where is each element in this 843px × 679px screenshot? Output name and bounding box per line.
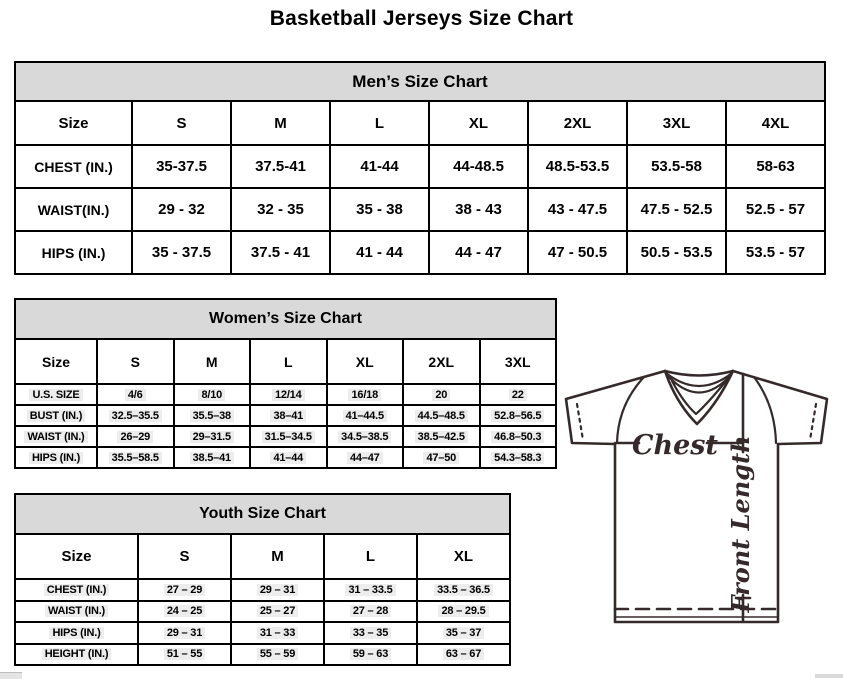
mens-col-2xl: 2XL xyxy=(528,101,627,145)
front-length-label: Front Length xyxy=(726,435,755,613)
size-value-cell: 29–31.5 xyxy=(174,426,251,447)
size-value-cell: 29 – 31 xyxy=(231,579,324,601)
scrollbar-fragment-left xyxy=(0,672,22,679)
mens-header-row xyxy=(15,101,825,145)
mens-col-s: S xyxy=(132,101,231,145)
row-label: WAIST(IN.) xyxy=(15,188,132,231)
womens-col-m: M xyxy=(174,339,251,384)
size-value-cell: 38.5–41 xyxy=(174,447,251,468)
size-value-cell: 28 – 29.5 xyxy=(417,601,510,623)
size-value-cell: 48.5-53.5 xyxy=(528,145,627,188)
size-value-cell: 35-37.5 xyxy=(132,145,231,188)
womens-header-row xyxy=(15,339,556,384)
size-value-cell: 53.5-58 xyxy=(627,145,726,188)
womens-size-table xyxy=(14,298,557,469)
row-label: CHEST (IN.) xyxy=(15,579,138,601)
page-title: Basketball Jerseys Size Chart xyxy=(269,7,574,30)
size-value-cell: 27 – 28 xyxy=(324,601,417,623)
row-label: WAIST (IN.) xyxy=(15,426,97,447)
size-value-cell: 29 – 31 xyxy=(138,622,231,644)
size-value-cell: 32 - 35 xyxy=(231,188,330,231)
size-value-cell: 31 – 33 xyxy=(231,622,324,644)
youth-col-size: Size xyxy=(15,534,138,579)
size-value-cell: 32.5–35.5 xyxy=(97,405,174,426)
chest-label: Chest xyxy=(632,430,718,461)
womens-col-size: Size xyxy=(15,339,97,384)
size-value-cell: 38.5–42.5 xyxy=(403,426,480,447)
size-value-cell: 34.5–38.5 xyxy=(327,426,404,447)
size-value-cell: 8/10 xyxy=(174,384,251,405)
size-value-cell: 46.8–50.3 xyxy=(480,426,557,447)
size-value-cell: 44-48.5 xyxy=(429,145,528,188)
size-value-cell: 35 - 37.5 xyxy=(132,231,231,274)
size-value-cell: 44–47 xyxy=(327,447,404,468)
size-value-cell: 38–41 xyxy=(250,405,327,426)
size-value-cell: 35 - 38 xyxy=(330,188,429,231)
size-value-cell: 12/14 xyxy=(250,384,327,405)
size-value-cell: 58-63 xyxy=(726,145,825,188)
size-value-cell: 22 xyxy=(480,384,557,405)
cuff-dash-left xyxy=(577,404,583,440)
size-value-cell: 35 – 37 xyxy=(417,622,510,644)
size-value-cell: 33.5 – 36.5 xyxy=(417,579,510,601)
youth-col-s: S xyxy=(138,534,231,579)
size-value-cell: 31.5–34.5 xyxy=(250,426,327,447)
size-value-cell: 51 – 55 xyxy=(138,644,231,666)
mens-col-m: M xyxy=(231,101,330,145)
size-value-cell: 4/6 xyxy=(97,384,174,405)
youth-size-table xyxy=(14,493,511,666)
size-value-cell: 41-44 xyxy=(330,145,429,188)
size-value-cell: 44 - 47 xyxy=(429,231,528,274)
womens-table-caption: Women’s Size Chart xyxy=(15,299,556,339)
size-value-cell: 25 – 27 xyxy=(231,601,324,623)
mens-col-xl: XL xyxy=(429,101,528,145)
size-value-cell: 37.5-41 xyxy=(231,145,330,188)
row-label: HIPS (IN.) xyxy=(15,231,132,274)
size-value-cell: 31 – 33.5 xyxy=(324,579,417,601)
size-value-cell: 33 – 35 xyxy=(324,622,417,644)
youth-header-row xyxy=(15,534,510,579)
size-value-cell: 27 – 29 xyxy=(138,579,231,601)
row-label: HIPS (IN.) xyxy=(15,447,97,468)
youth-col-m: M xyxy=(231,534,324,579)
size-value-cell: 37.5 - 41 xyxy=(231,231,330,274)
size-value-cell: 50.5 - 53.5 xyxy=(627,231,726,274)
womens-col-l: L xyxy=(250,339,327,384)
mens-size-table xyxy=(14,61,826,275)
size-value-cell: 44.5–48.5 xyxy=(403,405,480,426)
womens-col-3xl: 3XL xyxy=(480,339,557,384)
womens-hips-row xyxy=(15,447,556,468)
size-value-cell: 41–44.5 xyxy=(327,405,404,426)
womens-col-xl: XL xyxy=(327,339,404,384)
size-value-cell: 16/18 xyxy=(327,384,404,405)
mens-col-l: L xyxy=(330,101,429,145)
mens-chest-row xyxy=(15,145,825,188)
womens-bust-row xyxy=(15,405,556,426)
womens-us-size-row xyxy=(15,384,556,405)
size-value-cell: 20 xyxy=(403,384,480,405)
row-label: WAIST (IN.) xyxy=(15,601,138,623)
mens-waist-row xyxy=(15,188,825,231)
scrollbar-fragment-right xyxy=(815,674,843,678)
size-value-cell: 35.5–58.5 xyxy=(97,447,174,468)
size-value-cell: 38 - 43 xyxy=(429,188,528,231)
armhole-seam-right xyxy=(754,377,776,443)
size-value-cell: 29 - 32 xyxy=(132,188,231,231)
cuff-dash-right xyxy=(810,404,816,440)
youth-waist-row xyxy=(15,601,510,623)
jersey-measurement-diagram xyxy=(555,355,843,645)
mens-col-4xl: 4XL xyxy=(726,101,825,145)
mens-table-caption: Men’s Size Chart xyxy=(15,62,825,101)
youth-table-caption: Youth Size Chart xyxy=(15,494,510,534)
youth-col-l: L xyxy=(324,534,417,579)
row-label: CHEST (IN.) xyxy=(15,145,132,188)
youth-chest-row xyxy=(15,579,510,601)
size-value-cell: 43 - 47.5 xyxy=(528,188,627,231)
size-value-cell: 53.5 - 57 xyxy=(726,231,825,274)
mens-hips-row xyxy=(15,231,825,274)
row-label: U.S. SIZE xyxy=(15,384,97,405)
size-value-cell: 59 – 63 xyxy=(324,644,417,666)
youth-hips-row xyxy=(15,622,510,644)
youth-col-xl: XL xyxy=(417,534,510,579)
size-value-cell: 35.5–38 xyxy=(174,405,251,426)
size-value-cell: 41 - 44 xyxy=(330,231,429,274)
mens-col-size: Size xyxy=(15,101,132,145)
size-value-cell: 63 – 67 xyxy=(417,644,510,666)
size-value-cell: 47–50 xyxy=(403,447,480,468)
row-label: HIPS (IN.) xyxy=(15,622,138,644)
womens-col-s: S xyxy=(97,339,174,384)
size-value-cell: 52.5 - 57 xyxy=(726,188,825,231)
size-value-cell: 47.5 - 52.5 xyxy=(627,188,726,231)
jersey-outline xyxy=(566,371,827,622)
collar-top-line xyxy=(665,371,733,376)
mens-col-3xl: 3XL xyxy=(627,101,726,145)
size-value-cell: 24 – 25 xyxy=(138,601,231,623)
size-value-cell: 26–29 xyxy=(97,426,174,447)
row-label: BUST (IN.) xyxy=(15,405,97,426)
jersey-diagram-svg xyxy=(555,355,843,645)
youth-height-row xyxy=(15,644,510,666)
womens-waist-row xyxy=(15,426,556,447)
size-value-cell: 55 – 59 xyxy=(231,644,324,666)
size-value-cell: 52.8–56.5 xyxy=(480,405,557,426)
size-value-cell: 41–44 xyxy=(250,447,327,468)
size-value-cell: 47 - 50.5 xyxy=(528,231,627,274)
row-label: HEIGHT (IN.) xyxy=(15,644,138,666)
womens-col-2xl: 2XL xyxy=(403,339,480,384)
size-value-cell: 54.3–58.3 xyxy=(480,447,557,468)
